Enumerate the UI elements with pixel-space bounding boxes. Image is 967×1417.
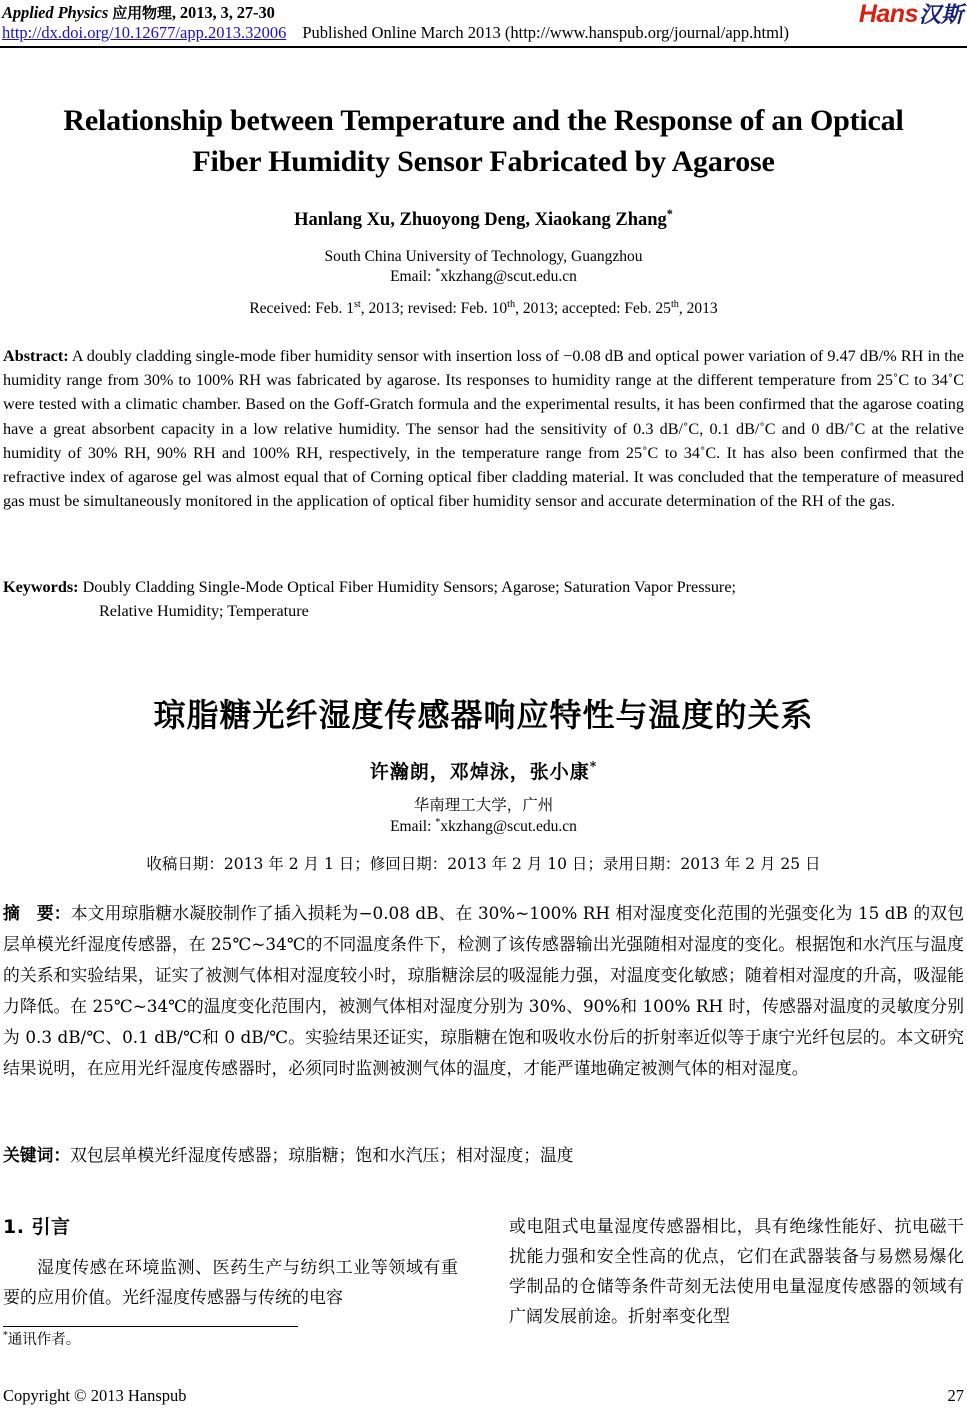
email-en-label: Email: <box>390 268 436 285</box>
date-accepted-ordinal: th <box>670 298 679 310</box>
email-cn-row <box>40 816 927 837</box>
authors-cn <box>40 757 927 784</box>
keywords-en-line2: Relative Humidity; Temperature <box>99 602 309 621</box>
footnote-rule <box>3 1326 298 1327</box>
body-paragraph-right: 或电阻式电量湿度传感器相比，具有绝缘性能好、抗电磁干扰能力强和安全性高的优点，它们在武器装备与易燃易爆化学制品的仓储等条件苛刻无法使用电量湿度传感器的领域有广阔发展前途。折射率变化型 <box>509 1217 964 1327</box>
abstract-en <box>3 344 964 513</box>
abstract-cn-text: 本文用琼脂糖水凝胶制作了插入损耗为−0.08 dB、在 30%~100% RH 相对湿度变化范围的光强变化为 15 dB 的双包层单模光纤湿度传感器，在 25℃~34℃的不同温度条件下，检测了该传感器输出光强随相对湿度的变化。根据饱和水汽压与温度的关系和实验结果，证实了被测气体相对湿度较小时，琼脂糖涂层的吸湿能力强，对温度变化敏感；随着相对湿度的升高，吸湿能力降低。在 25℃~34℃的温度变化范围内，被测气体相对湿度分别为 30%、90%和 100% RH 时，传感器对温度的灵敏度分别为 0.3 dB/℃、0.1 dB/℃和 0 dB/℃。实验结果还证实，琼脂糖在饱和吸收水份后的折射率近似等于康宁光纤包层的。本文研究结果说明，在应用光纤湿度传感器时，必须同时监测被测气体的温度，才能严谨地确定被测气体的相对湿度。 <box>3 903 964 1078</box>
date-accepted-year: , 2013 <box>678 300 718 317</box>
footnote-marker: * <box>3 1330 8 1342</box>
dates-en <box>40 300 927 318</box>
keywords-cn-label: 关键词： <box>3 1145 71 1165</box>
email-en-row <box>40 267 927 287</box>
abstract-en-text: A doubly cladding single-mode fiber humidity sensor with insertion loss of −0.08 dB and optical power variation of 9.47 dB/% RH in the humidity range from 30% to 100% RH was fabricated by agarose. Its responses to humidity range at the different temperature from 25˚C to 34˚C were tested with a climatic chamber. Based on the Goff-Gratch formula and the experimental results, it has been confirmed that the agarose coating have a great absorbent capacity in a low relative humidity. The sensor had the sensitivity of 0.3 dB/˚C, 0.1 dB/˚C and 0 dB/˚C at the relative humidity of 30% RH, 90% RH and 100% RH, respectively, in the temperature range from 25˚C to 34˚C. It has also been confirmed that the refractive index of agarose gel was almost equal that of Corning optical fiber cladding material. It was concluded that the temperature of measured gas must be simultaneously monitored in the application of optical fiber humidity sensor and accurate determination of the RH of the gas. <box>3 347 964 511</box>
keywords-cn-text: 双包层单模光纤湿度传感器；琼脂糖；饱和水汽压；相对湿度；温度 <box>70 1145 574 1165</box>
email-cn-label: Email: <box>390 818 436 835</box>
affiliation-en <box>40 247 927 287</box>
date-received-label: Received: Feb. 1 <box>249 300 354 317</box>
page-footer <box>3 1386 964 1406</box>
abstract-cn <box>3 898 964 1084</box>
email-cn-marker: * <box>435 816 441 828</box>
authors-en-corresponding-marker: * <box>666 206 673 221</box>
date-revised-ordinal: th <box>507 298 516 310</box>
journal-title-cn: 应用物理 <box>112 4 172 22</box>
date-accepted-label: , 2013; accepted: Feb. 25 <box>515 300 671 317</box>
logo-hans-text: Hans <box>858 0 918 28</box>
running-head <box>0 0 967 52</box>
abstract-en-label: Abstract: <box>3 347 69 365</box>
email-en-address: xkzhang@scut.edu.cn <box>440 268 577 285</box>
authors-cn-names: 许瀚朗，邓焯泳，张小康 <box>369 761 590 783</box>
body-column-left <box>3 1212 458 1313</box>
abstract-cn-label: 摘 要： <box>3 903 71 923</box>
email-en-marker: * <box>435 266 441 278</box>
authors-cn-corresponding-marker: * <box>589 758 598 774</box>
issue-info: , 2013, 3, 27-30 <box>171 3 275 22</box>
copyright-text: Copyright © 2013 Hanspub <box>3 1386 187 1405</box>
footnote-text: 通讯作者。 <box>7 1332 81 1348</box>
journal-citation-line <box>2 2 275 23</box>
keywords-cn <box>3 1140 964 1171</box>
email-cn-address: xkzhang@scut.edu.cn <box>440 818 577 835</box>
dates-cn: 收稿日期：2013 年 2 月 1 日；修回日期：2013 年 2 月 10 日；录用日期：2013 年 2 月 25 日 <box>146 855 821 873</box>
journal-title-en: Applied Physics <box>2 3 109 22</box>
hanspub-logo <box>859 0 963 29</box>
authors-en-names: Hanlang Xu, Zhuoyong Deng, Xiaokang Zhang <box>294 210 667 230</box>
footnote <box>3 1331 458 1350</box>
doi-link[interactable]: http://dx.doi.org/10.12677/app.2013.32006 <box>2 23 287 42</box>
keywords-en-label: Keywords: <box>3 578 79 596</box>
doi-line <box>2 23 789 43</box>
keywords-en-line1: Doubly Cladding Single-Mode Optical Fiber Humidity Sensors; Agarose; Saturation Vapor Pressure; <box>78 578 737 596</box>
logo-hans-cn-text: 汉斯 <box>918 3 963 28</box>
section-heading-introduction: 1. 引言 <box>3 1216 71 1238</box>
affiliation-en-text: South China University of Technology, Guangzhou <box>324 248 643 265</box>
keywords-en <box>3 575 964 623</box>
date-received-ordinal: st <box>353 298 361 310</box>
page-number: 27 <box>947 1386 964 1405</box>
published-online-text: Published Online March 2013 (http://www.hanspub.org/journal/app.html) <box>302 23 790 42</box>
date-revised-label: , 2013; revised: Feb. 10 <box>360 300 508 317</box>
body-column-right <box>509 1212 964 1332</box>
authors-en <box>40 206 927 231</box>
page-title-en: Relationship between Temperature and the Response of an Optical Fiber Humidity Sensor Fabricated by Agarose <box>63 104 904 179</box>
affiliation-cn <box>40 795 927 837</box>
affiliation-cn-text: 华南理工大学，广州 <box>413 796 554 814</box>
header-divider-rule <box>0 46 967 48</box>
body-paragraph-left: 湿度传感在环境监测、医药生产与纺织工业等领域有重要的应用价值。光纤湿度传感器与传统的电容 <box>3 1258 458 1308</box>
page-title-cn: 琼脂糖光纤湿度传感器响应特性与温度的关系 <box>153 695 814 734</box>
